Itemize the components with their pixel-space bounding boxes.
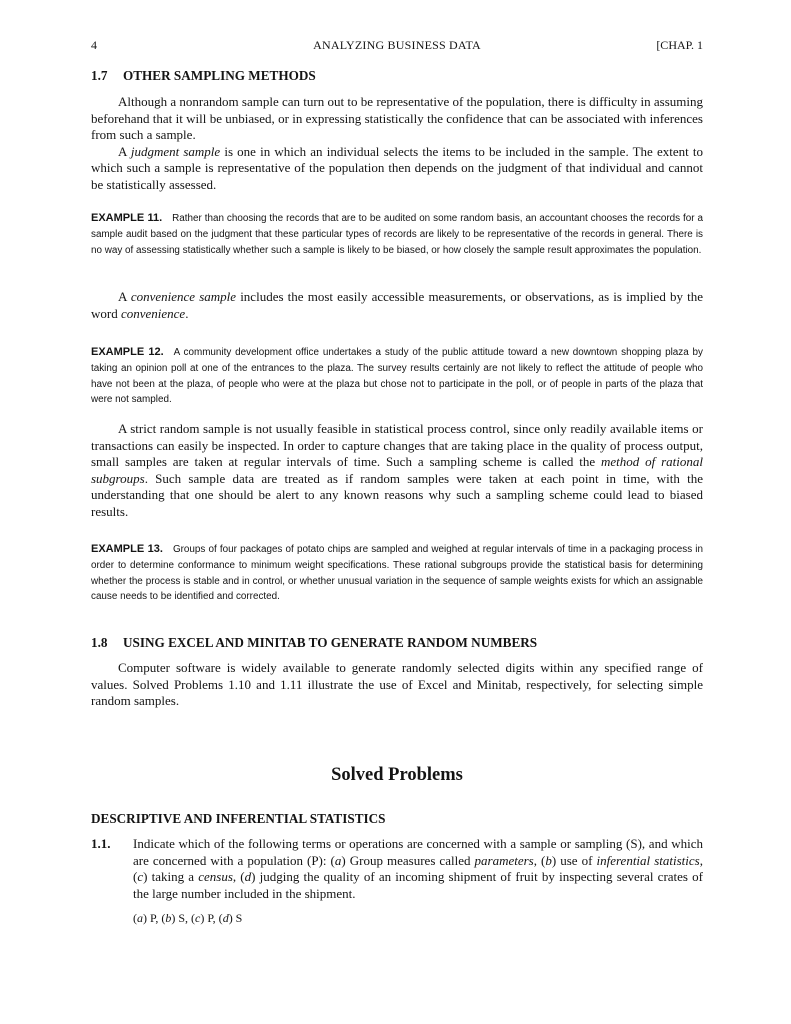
term-judgment-sample: judgment sample [130,143,221,159]
problem-number: 1.1. [91,836,111,851]
example-text: Groups of four packages of potato chips are sampled and weighed at regular intervals of time in a packaging process in order to determine conformance to minimum weight specifications. These rational subgroups provide the statistical basis for determining whether the process is stable and in control, or whether unusual variation in the sequence of sample weights exists for which an assignable cause needs to be identified and corrected. [91,544,703,603]
example-text: Rather than choosing the records that are to be audited on some random basis, an accountant chooses the records for a sample audit based on the judgment that these particular types of records are likely to be representative of the records in general. There is no way of assessing statistically whether such a sample is likely to be biased, or how closely the sample result approximates the population. [91,213,703,256]
term-convenience: convenience [120,305,186,321]
section-heading-1-7 [91,68,703,84]
solved-problems-heading: Solved Problems [331,765,463,785]
paragraph-random-numbers: Computer software is widely available to generate randomly selected digits within any specified range of values. Solved Problems 1.10 and 1.11 illustrate the use of Excel and Minitab, respectively, for selecting simple random samples. [91,660,703,709]
running-header [91,38,703,56]
page-number: 4 [91,38,97,52]
term-rational-subgroups: method of rational subgroups [91,454,703,486]
term-inferential-statistics: inferential statistics [596,852,700,868]
section-heading-1-8 [91,635,703,651]
example-label: EXAMPLE 12. [91,346,164,358]
example-12 [91,345,703,408]
paragraph-judgment-sample: A judgment sample is one in which an individual selects the items to be included in the sample. The extent to which such a sample is representative of the population then depends on the judgment of that individual and cannot be statistically assessed. [91,143,704,192]
term-convenience-sample: convenience sample [130,289,237,304]
example-text: A community development office undertakes a study of the public attitude toward a new downtown shopping plaza by taking an opinion poll at one of the entrances to the plaza. The survey results certainly are not likely to reflect the attitude of people who have not been at the plaza, of people who were at the plaza but chose not to participate in the poll, or of people in parts of the plaza that were not sampled. [91,347,703,406]
paragraph-nonrandom: Although a nonrandom sample can turn out to be representative of the population, there is difficulty in assuming beforehand that it will be unbiased, or in expressing statistically the confidence that can be associated with inferences from such a sample. [91,94,703,143]
example-13 [91,542,703,605]
running-title: ANALYZING BUSINESS DATA [313,38,481,52]
section-number: 1.7 [91,68,108,83]
problem-1-1-answer: (a) P, (b) S, (c) P, (d) S [133,911,243,925]
section-number: 1.8 [91,635,108,650]
example-label: EXAMPLE 11. [91,212,163,224]
paragraph-rational-subgroups: A strict random sample is not usually feasible in statistical process control, since only readily available items or transactions can easily be inspected. In order to capture changes that are taking place in the quality of process output, small samples are taken at regular intervals of time. Such a sampling scheme is called the method of rational subgroups. Such sample data are treated as if random samples were taken at each point in time, with the understanding that one should be alert to any known reasons why such a sampling scheme could lead to biased results. [91,421,703,519]
subsection-heading: DESCRIPTIVE AND INFERENTIAL STATISTICS [91,811,386,826]
section-title: OTHER SAMPLING METHODS [123,68,316,83]
chapter-label: [CHAP. 1 [656,38,703,52]
term-census: census [198,869,233,885]
example-11 [91,211,703,258]
section-title: USING EXCEL AND MINITAB TO GENERATE RANDOM NUMBERS [123,635,538,650]
problem-1-1 [91,836,703,902]
paragraph-convenience-sample: A convenience sample includes the most easily accessible measurements, or observations, as is implied by the word convenience. [91,289,704,321]
example-label: EXAMPLE 13. [91,543,163,555]
problem-text: Indicate which of the following terms or operations are concerned with a sample or sampling (S), and which are concerned with a population (P): (a) Group measures called parameters, (b) use of inferential statistics, (c) taking a census, (d) judging the quality of an incoming shipment of fruit by inspecting several crates of the large number included in the shipment. [133,836,703,901]
term-parameters: parameters [474,852,534,868]
section-1-7-body [91,94,703,194]
